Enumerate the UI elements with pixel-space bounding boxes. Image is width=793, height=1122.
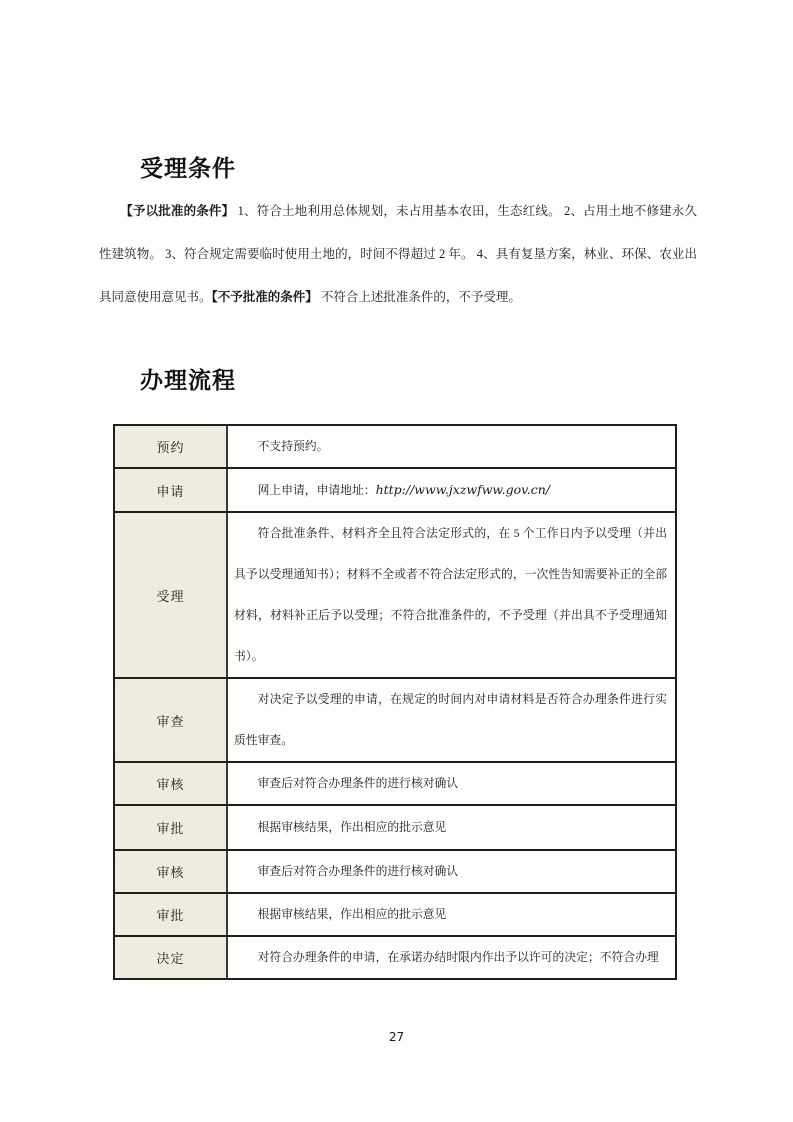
step-label: 预约	[115, 426, 228, 467]
step-description-cell	[228, 426, 675, 467]
step-label: 审查	[115, 679, 228, 761]
step-description-cell	[228, 806, 675, 849]
table-row-reservation	[115, 426, 675, 469]
step-description: 符合批准条件、材料齐全且符合法定形式的，在 5 个工作日内予以受理（并出具予以受理通知书）；材料不全或者不符合法定形式的，一次性告知需要补正的全部材料，材料补正后予以受理；不符合批准条件的，不予受理（并出具不予受理通知书）。	[234, 526, 667, 663]
table-row-review-2	[115, 851, 675, 894]
reject-conditions-text: 不符合上述批准条件的，不予受理。	[317, 290, 521, 304]
table-row-approval-1	[115, 806, 675, 851]
table-row-decision	[115, 937, 675, 978]
approve-conditions-label: 【予以批准的条件】	[120, 204, 235, 218]
step-description-cell	[228, 763, 675, 804]
acceptance-conditions-paragraph	[99, 190, 697, 319]
step-description: 审查后对符合办理条件的进行核对确认	[257, 864, 459, 878]
step-description: 根据审核结果，作出相应的批示意见	[257, 820, 447, 834]
table-row-approval-2	[115, 894, 675, 937]
table-row-examination	[115, 679, 675, 763]
reject-conditions-label: 【不予批准的条件】	[211, 290, 318, 304]
section-title-process-flow: 办理流程	[140, 368, 236, 393]
step-description-cell	[228, 513, 675, 677]
step-description-cell	[228, 937, 675, 978]
application-url: http://www.jxzwfww.gov.cn/	[375, 482, 550, 497]
step-description: 对符合办理条件的申请，在承诺办结时限内作出予以许可的决定；不符合办理	[257, 950, 659, 964]
step-description: 审查后对符合办理条件的进行核对确认	[257, 776, 459, 790]
table-row-acceptance	[115, 513, 675, 679]
process-flow-table	[113, 424, 677, 980]
approve-conditions-text: 1、符合土地利用总体规划，未占用基本农田，生态红线。 2、占用土地不修建永久性建筑物。 3、符合规定需要临时使用土地的，时间不得超过 2 年。 4、具有复垦方案，林业、环保、农业出具同意使用意见书。	[99, 204, 697, 304]
step-description-cell	[228, 679, 675, 761]
step-label: 申请	[115, 469, 228, 511]
page-number: 27	[388, 1030, 405, 1044]
step-label: 决定	[115, 937, 228, 978]
step-description-cell	[228, 851, 675, 892]
table-row-review-1	[115, 763, 675, 806]
section-title-acceptance-conditions: 受理条件	[140, 156, 236, 181]
table-row-application	[115, 469, 675, 513]
step-description: 对决定予以受理的申请，在规定的时间内对申请材料是否符合办理条件进行实质性审查。	[234, 692, 667, 747]
step-label: 审核	[115, 851, 228, 892]
step-label: 审批	[115, 806, 228, 849]
step-label: 受理	[115, 513, 228, 677]
step-description: 根据审核结果，作出相应的批示意见	[257, 907, 447, 921]
step-description-cell	[228, 894, 675, 935]
step-label: 审批	[115, 894, 228, 935]
application-text-prefix: 网上申请，申请地址：	[257, 483, 376, 497]
step-description: 不支持预约。	[257, 439, 329, 453]
step-description	[234, 469, 667, 511]
step-description-cell	[228, 469, 675, 511]
step-label: 审核	[115, 763, 228, 804]
